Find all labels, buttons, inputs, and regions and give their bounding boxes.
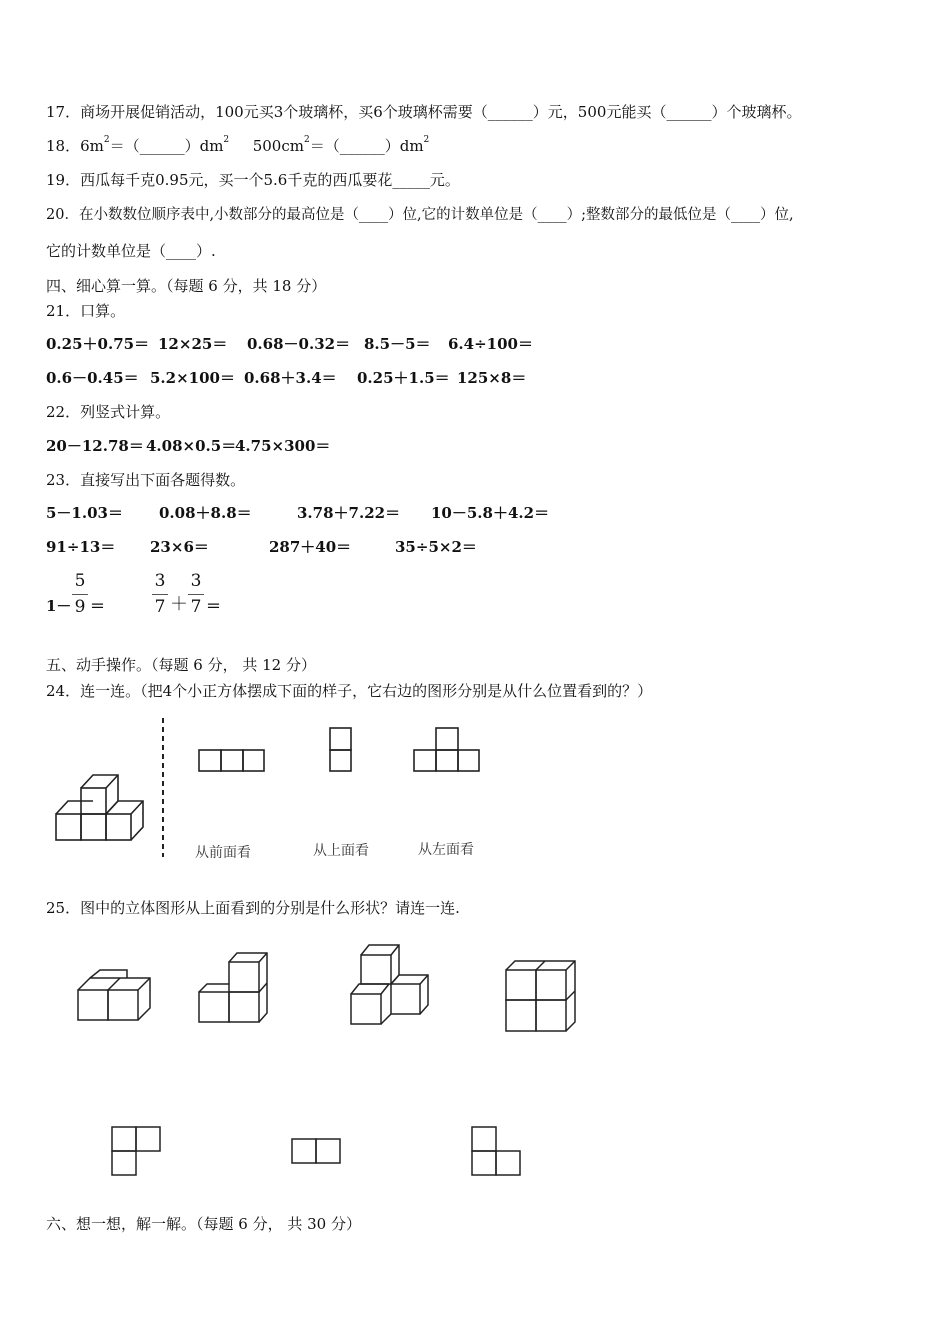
question-22-title: 22．列竖式计算。 [46, 403, 171, 421]
q23-frac2-b-numerator: 3 [190, 571, 202, 591]
q18-gap-value: 500cm [252, 137, 304, 155]
q24-view-top [330, 728, 351, 771]
q23-r1-item: 10－5.8＋4.2＝ [431, 504, 550, 522]
question-24: 24．连一连。（把4个小正方体摆成下面的样子，它右边的图形分别是从什么位置看到的？） [46, 682, 653, 700]
q22-item: 20－12.78＝ [46, 437, 144, 455]
q21-r2-item: 0.25＋1.5＝ [357, 369, 450, 387]
q23-frac1-denominator: 9 [74, 597, 86, 617]
q18-blank-2: ＝（______）dm [309, 137, 424, 155]
question-25: 25．图中的立体图形从上面看到的分别是什么形状？请连一连. [46, 899, 460, 917]
q23-row-1 [46, 503, 549, 523]
question-19: 19．西瓜每千克0.95元，买一个5.6千克的西瓜要花_____元。 [46, 171, 460, 189]
q23-frac1-lead: 1－ [46, 597, 72, 615]
question-20-line-1: 20．在小数数位顺序表中,小数部分的最高位是（____）位,它的计数单位是（____）;整数部分的最低位是（____）位, [46, 207, 794, 223]
section-4-heading: 四、细心算一算。（每题 6 分，共 18 分） [46, 277, 327, 295]
q25-solid-3 [351, 945, 428, 1024]
q21-row-1 [46, 334, 533, 354]
q18-sup-3: 2 [303, 135, 310, 145]
q23-frac2-plus: ＋ [170, 594, 188, 615]
q24-caption-left: 从左面看 [418, 842, 474, 858]
q23-frac2-b-denominator: 7 [190, 597, 202, 617]
q25-solid-1 [78, 970, 150, 1020]
q25-view-l-shape-right [112, 1127, 160, 1175]
q24-cube-stack [56, 775, 143, 840]
section-6-heading: 六、想一想，解一解。（每题 6 分， 共 30 分） [46, 1215, 361, 1233]
q21-r2-item: 0.68＋3.4＝ [244, 369, 337, 387]
q21-r2-item: 0.6－0.45＝ [46, 369, 139, 387]
q23-r2-item: 35÷5×2＝ [395, 538, 477, 556]
q18-sup-2: 2 [223, 135, 230, 145]
q23-frac1-bar [72, 594, 88, 595]
q22-item: 4.08×0.5＝ [146, 437, 237, 455]
q25-solid-4 [506, 961, 575, 1031]
question-18 [46, 136, 429, 156]
q24-view-front [199, 750, 264, 771]
q23-r1-item: 3.78＋7.22＝ [297, 504, 401, 522]
q25-view-two-row [292, 1139, 340, 1163]
q18-sup-4: 2 [423, 135, 430, 145]
q18-sup-1: 2 [103, 135, 110, 145]
q23-r1-item: 5－1.03＝ [46, 504, 123, 522]
q25-figure [60, 935, 600, 1185]
q22-item: 4.75×300＝ [235, 437, 331, 455]
q23-row-2 [46, 537, 477, 557]
section-5-heading: 五、动手操作。（每题 6 分， 共 12 分） [46, 656, 316, 674]
q22-row [46, 436, 330, 456]
q23-frac2-equals: ＝ [206, 597, 222, 615]
question-17: 17．商场开展促销活动，100元买3个玻璃杯，买6个玻璃杯需要（______）元，500元能买（______）个玻璃杯。 [46, 103, 802, 121]
q24-caption-front: 从前面看 [195, 845, 251, 861]
q21-row-2 [46, 368, 526, 388]
q25-solid-2 [199, 953, 267, 1022]
q23-frac1-equals: ＝ [90, 597, 106, 615]
question-23-title: 23．直接写出下面各题得数。 [46, 471, 246, 489]
q21-r1-item: 0.25＋0.75＝ [46, 335, 150, 353]
q24-view-left [414, 728, 479, 771]
q23-frac2-a-numerator: 3 [154, 571, 166, 591]
q23-frac2-a-denominator: 7 [154, 597, 166, 617]
q23-frac2-a-bar [152, 594, 168, 595]
q23-r2-item: 91÷13＝ [46, 538, 116, 556]
q18-prefix: 18．6m [46, 137, 104, 155]
q21-r1-item: 12×25＝ [158, 335, 228, 353]
q25-view-l-shape-left [472, 1127, 520, 1175]
q18-blank-1: ＝（______）dm [109, 137, 224, 155]
q21-r1-item: 6.4÷100＝ [448, 335, 533, 353]
q23-r2-item: 23×6＝ [150, 538, 209, 556]
q21-r2-item: 5.2×100＝ [150, 369, 235, 387]
q21-r1-item: 0.68－0.32＝ [247, 335, 351, 353]
q23-r1-item: 0.08＋8.8＝ [159, 504, 252, 522]
q23-r2-item: 287＋40＝ [269, 538, 352, 556]
q21-r1-item: 8.5－5＝ [364, 335, 431, 353]
q23-frac1-numerator: 5 [74, 571, 86, 591]
q21-r2-item: 125×8＝ [457, 369, 527, 387]
question-20-line-2: 它的计数单位是（____）. [46, 242, 216, 260]
question-21-title: 21．口算。 [46, 302, 126, 320]
q24-caption-top: 从上面看 [313, 843, 369, 859]
q23-frac2-b-bar [188, 594, 204, 595]
